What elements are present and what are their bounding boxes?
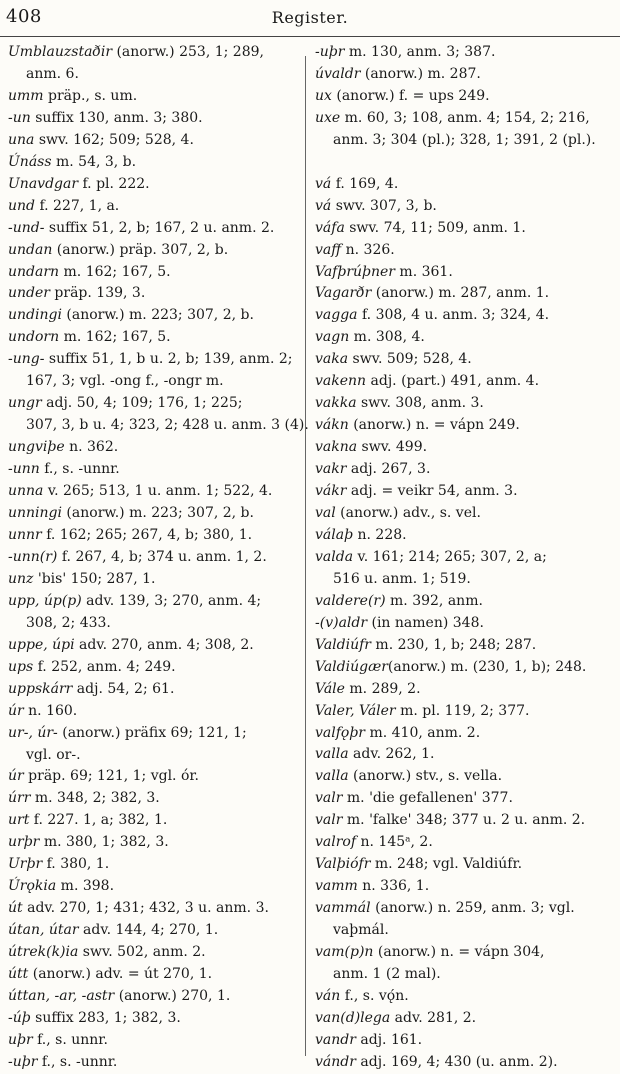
section-gap bbox=[315, 152, 615, 174]
entry-headword: vammál bbox=[315, 900, 371, 917]
entry-references: f. 227. 1, a; 382, 1. bbox=[29, 812, 168, 829]
entry-headword: una bbox=[8, 131, 35, 148]
entry-headword: vandr bbox=[315, 1031, 356, 1048]
entry-headword: úrr bbox=[8, 790, 31, 807]
entry-references: m. 248; vgl. Valdiúfr. bbox=[370, 856, 523, 873]
index-entry bbox=[315, 218, 615, 240]
index-entry bbox=[8, 657, 298, 679]
entry-references: adj. 169, 4; 430 (u. anm. 2). bbox=[355, 1053, 558, 1070]
index-entry bbox=[315, 305, 615, 327]
index-entry bbox=[315, 547, 615, 569]
entry-headword: valr bbox=[315, 812, 343, 829]
entry-headword: Valer, Váler bbox=[315, 702, 396, 719]
index-entry bbox=[8, 569, 298, 591]
entry-references: adv. 139, 3; 270, anm. 4; bbox=[81, 592, 262, 609]
entry-references: f. 227, 1, a. bbox=[35, 197, 120, 214]
index-entry bbox=[8, 745, 298, 767]
index-entry bbox=[8, 832, 298, 854]
entry-references: (anorw.) m. (230, 1, b); 248. bbox=[387, 658, 587, 675]
entry-headword: und bbox=[8, 197, 35, 214]
index-entry bbox=[315, 876, 615, 898]
index-entry bbox=[315, 1052, 615, 1074]
entry-headword: uxe bbox=[315, 109, 341, 126]
index-entry bbox=[8, 218, 298, 240]
index-entry bbox=[315, 174, 615, 196]
entry-headword: úr bbox=[8, 768, 24, 785]
index-entry bbox=[315, 986, 615, 1008]
entry-references: 308, 2; 433. bbox=[26, 614, 111, 631]
entry-headword: -(v)aldr bbox=[315, 614, 368, 631]
index-entry bbox=[315, 42, 615, 64]
entry-references: (anorw.) m. 287. bbox=[360, 65, 481, 82]
entry-headword: unna bbox=[8, 483, 44, 500]
entry-headword: váfa bbox=[315, 219, 345, 236]
index-entry bbox=[315, 723, 615, 745]
index-entry bbox=[315, 744, 615, 766]
entry-headword: vakr bbox=[315, 461, 347, 478]
entry-references: m. 308, 4. bbox=[349, 329, 425, 346]
entry-headword: vam(p)n bbox=[315, 944, 374, 961]
index-entry bbox=[315, 196, 615, 218]
index-entry bbox=[8, 415, 309, 437]
index-entry bbox=[315, 635, 615, 657]
index-entry bbox=[8, 86, 298, 108]
index-entry bbox=[8, 459, 298, 481]
entry-headword: Valdiúfr bbox=[315, 636, 371, 653]
entry-headword: valla bbox=[315, 746, 349, 763]
entry-references: (anorw.) 253, 1; 289, bbox=[112, 44, 264, 60]
entry-headword: ungviþe bbox=[8, 439, 65, 456]
index-entry bbox=[315, 679, 615, 701]
entry-headword: uþr bbox=[8, 1031, 33, 1048]
entry-headword: útrek(k)ia bbox=[8, 944, 79, 961]
entry-headword: urt bbox=[8, 812, 30, 829]
entry-headword: valda bbox=[315, 548, 354, 565]
entry-headword: vagn bbox=[315, 329, 350, 346]
entry-references: adv. 262, 1. bbox=[348, 746, 435, 763]
index-entry bbox=[8, 788, 298, 810]
entry-references: f. 308, 4 u. anm. 3; 324, 4. bbox=[357, 307, 550, 324]
entry-references: 167, 3; vgl. -ong f., -ongr m. bbox=[26, 373, 224, 390]
index-entry bbox=[8, 283, 298, 305]
entry-headword: uppskárr bbox=[8, 680, 73, 697]
entry-references: (anorw.) stv., s. vella. bbox=[348, 768, 503, 785]
index-entry bbox=[315, 525, 615, 547]
entry-headword: urþr bbox=[8, 834, 40, 851]
entry-headword: valr bbox=[315, 790, 343, 807]
entry-references: 'bis' 150; 287, 1. bbox=[33, 570, 156, 587]
index-entry bbox=[8, 701, 298, 723]
entry-references: f., s. -unnr. bbox=[39, 461, 120, 478]
index-entry bbox=[315, 415, 615, 437]
entry-headword: vákr bbox=[315, 483, 347, 500]
entry-headword: Vále bbox=[315, 680, 345, 697]
entry-references: swv. 308, anm. 3. bbox=[356, 395, 484, 412]
index-entry bbox=[8, 481, 298, 503]
entry-references: adj. 161. bbox=[355, 1031, 423, 1048]
entry-references: v. 161; 214; 265; 307, 2, a; bbox=[353, 548, 547, 565]
index-entry bbox=[8, 635, 298, 657]
index-entry bbox=[315, 481, 615, 503]
entry-headword: Valdiúgær bbox=[315, 658, 388, 675]
entry-references: f., s. vǫ́n. bbox=[340, 987, 409, 1004]
entry-references: vgl. or-. bbox=[26, 746, 81, 763]
entry-headword: ux bbox=[315, 87, 332, 104]
index-entry bbox=[315, 942, 615, 964]
index-entry bbox=[8, 766, 298, 788]
index-entry bbox=[8, 986, 298, 1008]
entry-headword: unningi bbox=[8, 505, 62, 522]
entry-references: n. 228. bbox=[353, 526, 407, 543]
entry-references: m. 392, anm. bbox=[385, 592, 483, 609]
index-entry bbox=[8, 371, 298, 393]
index-entry bbox=[8, 327, 298, 349]
entry-references: m. 289, 2. bbox=[344, 680, 421, 697]
entry-headword: vá bbox=[315, 197, 332, 214]
entry-headword: van(d)lega bbox=[315, 1009, 391, 1026]
index-entry bbox=[315, 854, 615, 876]
entry-references: präp., s. um. bbox=[43, 87, 138, 104]
index-entry bbox=[8, 152, 298, 174]
running-head: Register. bbox=[271, 8, 349, 27]
entry-references: f. 162; 265; 267, 4, b; 380, 1. bbox=[41, 526, 253, 543]
entry-references: (anorw.) adv. = út 270, 1. bbox=[28, 966, 213, 983]
entry-references: (anorw.) n. 259, anm. 3; vgl. bbox=[370, 900, 575, 917]
index-entry bbox=[8, 349, 298, 371]
entry-headword: uppe, úpi bbox=[8, 636, 75, 653]
index-entry bbox=[315, 766, 615, 788]
entry-references: adj. = veikr 54, anm. 3. bbox=[346, 483, 518, 500]
index-entry bbox=[8, 547, 298, 569]
index-entry bbox=[315, 283, 615, 305]
entry-references: vaþmál. bbox=[333, 922, 389, 939]
index-entry bbox=[8, 964, 298, 986]
entry-references: m. 361. bbox=[394, 263, 453, 280]
index-entry bbox=[8, 240, 298, 262]
index-entry bbox=[8, 108, 298, 130]
index-entry bbox=[315, 437, 615, 459]
entry-references: adv. 144, 4; 270, 1. bbox=[78, 922, 219, 939]
entry-headword: -ung- bbox=[8, 351, 45, 368]
index-entry bbox=[8, 262, 298, 284]
entry-headword: vaff bbox=[315, 241, 342, 258]
index-entry bbox=[8, 130, 298, 152]
index-entry bbox=[8, 1030, 298, 1052]
entry-references: n. 336, 1. bbox=[357, 878, 430, 895]
entry-headword: valla bbox=[315, 768, 349, 785]
left-column bbox=[8, 42, 309, 1074]
index-entry bbox=[8, 942, 298, 964]
entry-headword: under bbox=[8, 285, 50, 302]
entry-headword: vakka bbox=[315, 395, 357, 412]
entry-references: adv. 270, anm. 4; 308, 2. bbox=[74, 636, 254, 653]
index-entry bbox=[8, 854, 298, 876]
entry-references: m. 230, 1, b; 248; 287. bbox=[370, 636, 537, 653]
entry-references: n. 362. bbox=[64, 439, 119, 456]
entry-headword: ván bbox=[315, 987, 341, 1004]
entry-headword: -unn(r) bbox=[8, 548, 58, 565]
entry-headword: vagga bbox=[315, 307, 358, 324]
index-entry bbox=[315, 262, 615, 284]
column-divider bbox=[305, 56, 306, 1056]
index-entry bbox=[315, 327, 615, 349]
entry-references: v. 265; 513, 1 u. anm. 1; 522, 4. bbox=[43, 483, 273, 500]
entry-headword: -unn bbox=[8, 461, 40, 478]
entry-references: präp. 69; 121, 1; vgl. ór. bbox=[23, 768, 199, 785]
entry-references: adj. 54, 2; 61. bbox=[72, 680, 175, 697]
entry-headword: Umblauzstaðir bbox=[8, 44, 113, 60]
entry-headword: -uþr bbox=[8, 1053, 38, 1070]
entry-headword: -un bbox=[8, 109, 31, 126]
entry-references: m. 'die gefallenen' 377. bbox=[342, 790, 513, 807]
index-entry bbox=[315, 86, 615, 108]
entry-headword: útan, útar bbox=[8, 922, 79, 939]
index-entry bbox=[8, 64, 298, 86]
entry-references: (anorw.) m. 287, anm. 1. bbox=[371, 285, 550, 302]
index-entry bbox=[8, 393, 298, 415]
index-entry bbox=[8, 810, 298, 832]
entry-headword: -úþ bbox=[8, 1009, 31, 1026]
entry-headword: umm bbox=[8, 87, 44, 104]
entry-headword: vakna bbox=[315, 439, 358, 456]
index-entry bbox=[8, 898, 298, 920]
entry-references: adj. 50, 4; 109; 176, 1; 225; bbox=[41, 395, 243, 412]
index-entry bbox=[8, 723, 298, 745]
index-entry bbox=[8, 920, 298, 942]
entry-references: m. 398. bbox=[56, 878, 115, 895]
entry-references: suffix 51, 2, b; 167, 2 u. anm. 2. bbox=[44, 219, 275, 236]
entry-references: f. 267, 4, b; 374 u. anm. 1, 2. bbox=[57, 548, 267, 565]
entry-references: f. 380, 1. bbox=[42, 856, 110, 873]
entry-references: anm. 3; 304 (pl.); 328, 1; 391, 2 (pl.). bbox=[333, 131, 596, 148]
page-number: 408 bbox=[6, 6, 42, 27]
entry-references: (anorw.) präfix 69; 121, 1; bbox=[57, 724, 247, 741]
index-entry bbox=[315, 832, 615, 854]
entry-headword: Urþr bbox=[8, 856, 43, 873]
entry-headword: úttan, -ar, -astr bbox=[8, 987, 115, 1004]
entry-references: (in namen) 348. bbox=[367, 614, 484, 631]
entry-references: m. 'falke' 348; 377 u. 2 u. anm. 2. bbox=[342, 812, 586, 829]
entry-references: (anorw.) f. = ups 249. bbox=[331, 87, 490, 104]
entry-references: m. 130, anm. 3; 387. bbox=[344, 44, 496, 60]
entry-headword: val bbox=[315, 505, 336, 521]
entry-references: 307, 3, b u. 4; 323, 2; 428 u. anm. 3 (4). bbox=[26, 417, 309, 434]
index-entry bbox=[8, 437, 298, 459]
entry-references: m. 162; 167, 5. bbox=[59, 263, 171, 280]
entry-headword: undarn bbox=[8, 263, 60, 280]
entry-headword: Unavdgar bbox=[8, 175, 79, 192]
entry-headword: válaþ bbox=[315, 526, 354, 543]
index-entry bbox=[8, 613, 298, 635]
entry-headword: valrof bbox=[315, 834, 357, 851]
entry-references: m. 380, 1; 382, 3. bbox=[39, 834, 169, 851]
entry-references: anm. 1 (2 mal). bbox=[333, 966, 441, 983]
entry-headword: vamm bbox=[315, 878, 358, 895]
entry-references: f. 169, 4. bbox=[331, 175, 399, 192]
entry-references: n. 160. bbox=[23, 702, 78, 719]
index-entry bbox=[315, 64, 615, 86]
entry-references: n. 145ᵃ, 2. bbox=[356, 834, 433, 851]
entry-headword: Valþiófr bbox=[315, 856, 371, 873]
entry-references: swv. 162; 509; 528, 4. bbox=[34, 131, 194, 148]
entry-headword: valdere(r) bbox=[315, 592, 386, 609]
entry-references: suffix 130, anm. 3; 380. bbox=[30, 109, 203, 126]
index-entry bbox=[315, 701, 615, 723]
entry-headword: vaka bbox=[315, 351, 349, 368]
entry-references: 516 u. anm. 1; 519. bbox=[333, 570, 471, 587]
entry-references: m. 162; 167, 5. bbox=[59, 329, 171, 346]
index-entry bbox=[315, 130, 615, 152]
entry-references: adj. (part.) 491, anm. 4. bbox=[366, 373, 540, 390]
entry-references: m. 54, 3, b. bbox=[51, 153, 137, 170]
entry-references: m. 60, 3; 108, anm. 4; 154, 2; 216, bbox=[340, 109, 590, 126]
entry-headword: ungr bbox=[8, 395, 42, 412]
entry-references: swv. 502, anm. 2. bbox=[78, 944, 206, 961]
index-entry bbox=[315, 591, 615, 613]
entry-headword: vándr bbox=[315, 1053, 356, 1070]
entry-headword: út bbox=[8, 900, 23, 917]
entry-references: (anorw.) präp. 307, 2, b. bbox=[52, 241, 229, 258]
entry-headword: upp, úp(p) bbox=[8, 592, 82, 609]
entry-references: swv. 509; 528, 4. bbox=[348, 351, 472, 368]
entry-headword: Úrǫkia bbox=[8, 878, 57, 895]
entry-headword: úr bbox=[8, 702, 24, 719]
index-entry bbox=[315, 349, 615, 371]
entry-headword: Únáss bbox=[8, 153, 52, 170]
index-entry bbox=[8, 42, 298, 64]
entry-headword: Vagarðr bbox=[315, 285, 372, 302]
index-entry bbox=[315, 613, 615, 635]
index-entry bbox=[315, 569, 615, 591]
index-entry bbox=[315, 1030, 615, 1052]
index-entry bbox=[315, 810, 615, 832]
header-rule bbox=[0, 36, 620, 37]
entry-references: adv. 270, 1; 431; 432, 3 u. anm. 3. bbox=[22, 900, 269, 917]
entry-references: f., s. -unnr. bbox=[37, 1053, 118, 1070]
index-entry bbox=[315, 503, 615, 525]
entry-headword: unnr bbox=[8, 526, 42, 543]
entry-references: (anorw.) adv., s. vel. bbox=[335, 505, 481, 521]
index-entry bbox=[315, 371, 615, 393]
entry-references: (anorw.) 270, 1. bbox=[114, 987, 231, 1004]
index-entry bbox=[8, 1052, 298, 1074]
entry-headword: undingi bbox=[8, 307, 62, 324]
entry-headword: útt bbox=[8, 966, 29, 983]
index-entry bbox=[315, 964, 615, 986]
index-entry bbox=[315, 788, 615, 810]
index-entry bbox=[315, 393, 615, 415]
index-entry bbox=[315, 108, 615, 130]
entry-references: m. 410, anm. 2. bbox=[365, 724, 481, 741]
entry-references: swv. 307, 3, b. bbox=[331, 197, 437, 214]
entry-headword: vákn bbox=[315, 417, 349, 434]
entry-references: f. 252, anm. 4; 249. bbox=[33, 658, 176, 675]
entry-headword: undan bbox=[8, 241, 53, 258]
index-entry bbox=[8, 305, 298, 327]
entry-references: anm. 6. bbox=[26, 65, 79, 82]
entry-headword: -uþr bbox=[315, 44, 345, 60]
index-entry bbox=[8, 196, 298, 218]
entry-references: (anorw.) n. = vápn 304, bbox=[373, 944, 545, 961]
index-entry bbox=[315, 898, 615, 920]
index-entry bbox=[315, 657, 615, 679]
entry-headword: úvaldr bbox=[315, 65, 361, 82]
entry-references: swv. 74, 11; 509, anm. 1. bbox=[344, 219, 526, 236]
entry-references: suffix 51, 1, b u. 2, b; 139, anm. 2; bbox=[44, 351, 293, 368]
entry-headword: vakenn bbox=[315, 373, 367, 390]
entry-headword: undorn bbox=[8, 329, 60, 346]
index-entry bbox=[8, 1008, 298, 1030]
entry-headword: unz bbox=[8, 570, 34, 587]
index-entry bbox=[315, 920, 615, 942]
entry-headword: ups bbox=[8, 658, 34, 675]
entry-headword: Vafþrúþner bbox=[315, 263, 395, 280]
entry-headword: vá bbox=[315, 175, 332, 192]
entry-headword: ur-, úr- bbox=[8, 724, 58, 741]
entry-references: (anorw.) n. = vápn 249. bbox=[348, 417, 520, 434]
entry-references: swv. 499. bbox=[357, 439, 428, 456]
index-entry bbox=[8, 503, 298, 525]
index-entry bbox=[8, 525, 298, 547]
index-entry bbox=[315, 459, 615, 481]
index-entry bbox=[8, 591, 298, 613]
entry-references: adv. 281, 2. bbox=[390, 1009, 477, 1026]
entry-references: f., s. unnr. bbox=[32, 1031, 108, 1048]
index-entry bbox=[8, 876, 298, 898]
entry-headword: valfǫþr bbox=[315, 724, 365, 741]
entry-references: n. 326. bbox=[341, 241, 395, 258]
index-entry bbox=[315, 240, 615, 262]
index-entry bbox=[315, 1008, 615, 1030]
entry-headword: -und- bbox=[8, 219, 45, 236]
entry-references: präp. 139, 3. bbox=[49, 285, 146, 302]
entry-references: adj. 267, 3. bbox=[346, 461, 431, 478]
index-entry bbox=[8, 174, 298, 196]
index-entry bbox=[8, 679, 298, 701]
right-column bbox=[315, 42, 615, 1074]
entry-references: m. 348, 2; 382, 3. bbox=[30, 790, 160, 807]
entry-references: m. pl. 119, 2; 377. bbox=[395, 702, 530, 719]
entry-references: suffix 283, 1; 382, 3. bbox=[30, 1009, 181, 1026]
entry-references: (anorw.) m. 223; 307, 2, b. bbox=[61, 307, 254, 324]
entry-references: f. pl. 222. bbox=[78, 175, 150, 192]
entry-references: (anorw.) m. 223; 307, 2, b. bbox=[61, 505, 254, 522]
